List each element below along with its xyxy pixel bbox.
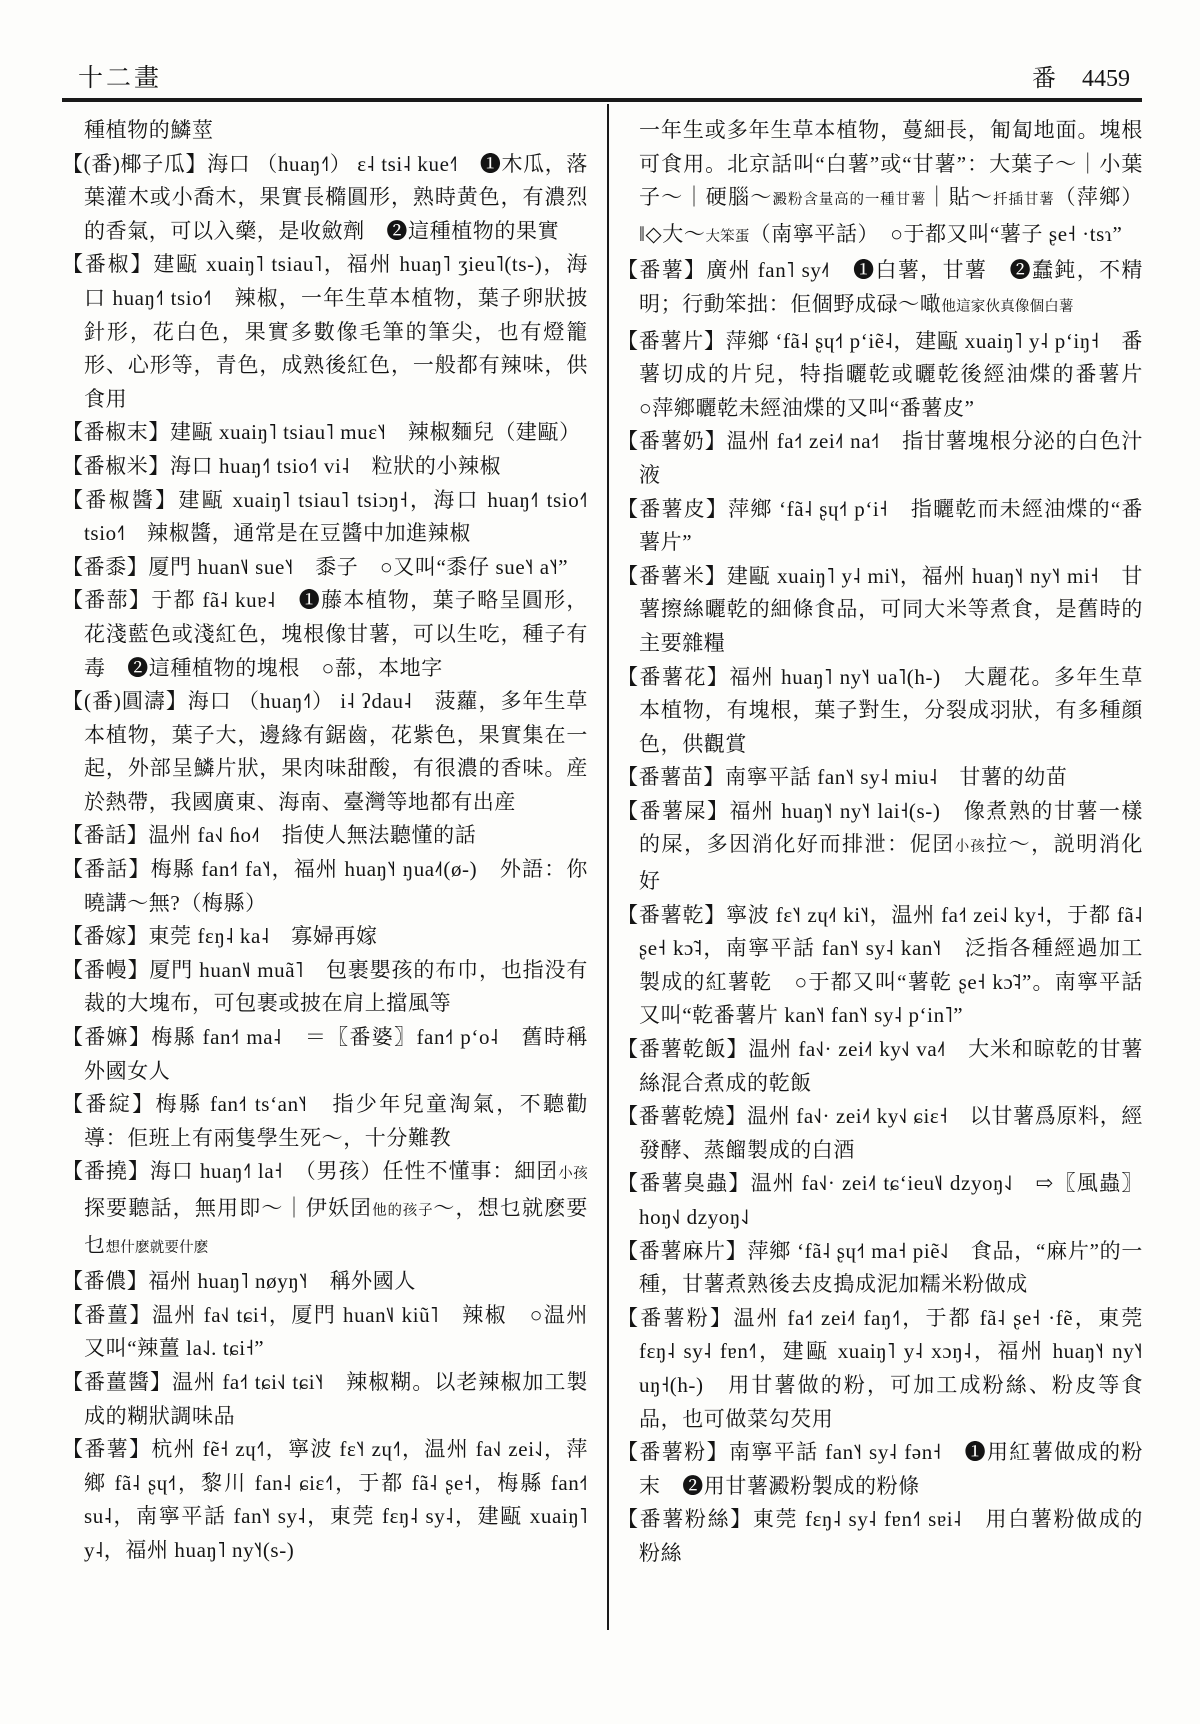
entry-text: 【番薯乾飯】温州 fa˧˩· zei˨˦ ky˧˩ va˨˦ 大米和晾乾的甘薯絲混合煮成的乾飯 [617, 1037, 1143, 1095]
entry-text: 【番薯乾燒】温州 fa˧˩· zei˨˦ ky˧˩ ɕiɛ˧ 以甘薯爲原料，經發酵、蒸餾製成的白酒 [617, 1104, 1143, 1162]
dictionary-entry [62, 1088, 588, 1155]
gloss-note-small: 扦插甘薯 [993, 192, 1055, 209]
entry-text: 【番薯奶】温州 fa˧˦ zei˨˦ na˧˦ 指甘薯塊根分泌的白色汁液 [617, 429, 1143, 487]
dictionary-entry [617, 899, 1143, 1033]
entry-text: 【番薯皮】萍鄉 ʻfã˨ ʂɥ˧˦ pʻi˧ 指曬乾而未經油煠的“番薯片” [617, 496, 1143, 555]
dictionary-entry [62, 148, 588, 249]
dictionary-entry [62, 248, 588, 416]
gloss-note-small: 想什麽就要什麽 [105, 1239, 209, 1256]
entry-text: 【番薯】杭州 fẽ˧ zɥ˧˥，寧波 fɛ˥˧ zɥ˧˥，温州 fa˧˩ zei˨˩，萍鄉 fã˨ ʂɥ˧˦，黎川 fan˨ ɕiɛ˧˥，于都 fã˨ ʂe˧，梅縣 fan˧˦ su˨，南寧平話 fan˥˧ sy˨，東莞 fɛŋ˨ sy˨，建甌 xuaiŋ˥ y˨，福州 huaŋ˥ ny˥˧(s-) [62, 1437, 588, 1562]
dictionary-entry [62, 416, 588, 450]
entry-text: 【(番)椰子瓜】海口 （huaŋ˧˥） ɛ˨ tsi˨ kue˧˥ ❶木瓜，落葉灌木或小喬木，果實長橢圓形，熟時黄色，有濃烈的香氣，可以入藥，是收斂劑 ❷這種植物的果實 [62, 151, 588, 243]
dictionary-entry [617, 254, 1143, 324]
entry-text: 【番薯粉】南寧平話 fan˥˧ sy˨ fən˧ ❶用紅薯做成的粉末 ❷用甘薯澱粉製成的粉條 [617, 1440, 1143, 1498]
dictionary-entry [617, 325, 1165, 426]
dictionary-entry [617, 560, 1143, 661]
entry-text: 【番薯粉絲】東莞 fɛŋ˨ sy˨ fɐn˧˥ sɐi˨ 用白薯粉做成的粉絲 [617, 1507, 1143, 1565]
entry-text: 【番薯片】萍鄉 ʻfã˨ ʂɥ˧˦ pʻiẽ˨，建甌 xuaiŋ˥ y˨ pʻiŋ˧ 番薯切成的片兒，特指曬乾或曬乾後經油煠的番薯片 ○萍鄉曬乾未經油煠的又叫“番薯皮” [617, 328, 1165, 420]
left-column [62, 114, 588, 1568]
header-rule [62, 98, 1142, 102]
gloss-note-small: 澱粉含量高的一種甘薯 [772, 192, 927, 209]
entry-text: 【番薯苗】南寧平話 fan˥˧ sy˨ miu˨ 甘薯的幼苗 [617, 765, 1068, 790]
entry-text: 【番蔀】于都 fã˨ kuɐ˨ ❶藤本植物，葉子略呈圓形，花淺藍色或淺紅色，塊根像甘薯，可以生吃，種子有毒 ❷這種植物的塊根 ○蔀，本地字 [62, 588, 588, 680]
entry-text: （南寧平話） ○于都又叫“薯子 ʂe˧ ·tsɿ” [749, 221, 1123, 246]
dictionary-entry [617, 425, 1143, 492]
dictionary-entry [62, 819, 588, 853]
dictionary-entry [617, 1503, 1143, 1570]
entry-text: 【番薑】温州 fa˧˩ tɕi˧，厦門 huan˥˩ kiũ˥ 辣椒 ○温州又叫“辣薑 la˨˩. tɕi˧” [62, 1302, 588, 1361]
gloss-note-small: 大笨蛋 [705, 228, 750, 245]
gloss-note-small: 小孩 [558, 1166, 588, 1183]
dictionary-entry [617, 761, 1143, 795]
dictionary-entry [62, 920, 588, 954]
dictionary-entry [617, 114, 1143, 254]
entry-text: 【番幔】厦門 huan˥˩ muã˥ 包裹嬰孩的布巾，也指没有裁的大塊布，可包裹或披在肩上擋風等 [62, 957, 588, 1016]
dictionary-entry [62, 1021, 588, 1088]
header-right [1032, 58, 1130, 93]
dictionary-entry [617, 1235, 1143, 1302]
entry-text: 【番話】梅縣 fan˧˦ fa˥˧，福州 huaŋ˥˧ ŋua˨˦(ø-) 外語：你曉講～無?（梅縣） [62, 857, 588, 915]
dictionary-entry [62, 551, 588, 585]
entry-text: 【番嫁】東莞 fɛŋ˨ ka˨ 寡婦再嫁 [62, 924, 378, 949]
entry-text: ｜貼～ [926, 185, 994, 210]
header-entry-char: 番 [1032, 66, 1056, 92]
dictionary-entry [617, 1100, 1143, 1167]
dictionary-entry [62, 1299, 588, 1366]
entry-text: 【番綻】梅縣 fan˧˦ tsʻan˥˧ 指少年兒童淘氣，不聽勸導：佢班上有兩隻學生死～，十分難教 [62, 1092, 588, 1150]
dictionary-entry [62, 853, 588, 920]
entry-text: 探要聽話，無用即～｜伊妖囝 [84, 1196, 373, 1220]
entry-text: 【番椒】建甌 xuaiŋ˥ tsiau˥，福州 huaŋ˥ ʒieu˥(ts-)，海口 huaŋ˧˥ tsio˧˥ 辣椒，一年生草本植物，葉子卵狀披針形，花白色，果實多數像毛筆的筆尖，也有燈籠形、心形等，青色，成熟後紅色，一般都有辣味，供食用 [62, 252, 588, 411]
entry-text: 種植物的鱗莖 [84, 118, 214, 142]
header-page-number: 4459 [1082, 66, 1130, 92]
gloss-note-small: 他這家伙真像個白薯 [941, 298, 1074, 315]
dictionary-entry [62, 1433, 588, 1567]
dictionary-entry [617, 1167, 1143, 1234]
header-section-label: 十二畫 [78, 65, 163, 92]
dictionary-entry [617, 1436, 1143, 1503]
entry-text: （萍鄉）‖◇大～ [639, 185, 1143, 246]
entry-text: 【番薑醬】温州 fa˧˦ tɕi˧˩ tɕi˥˧ 辣椒糊。以老辣椒加工製成的糊狀調味品 [62, 1369, 588, 1428]
entry-text: 【番椒末】建甌 xuaiŋ˥ tsiau˥ muɛ˥˧ 辣椒麵兒（建甌） [62, 420, 581, 445]
entry-text: 【番薯米】建甌 xuaiŋ˥ y˨ mi˥˧，福州 huaŋ˥˧ ny˥˧ mi˧ 甘薯擦絲曬乾的細條食品，可同大米等煮食，是舊時的主要雜糧 [617, 563, 1143, 655]
entry-text: 【番撓】海口 huaŋ˧˥ la˧ （男孩）任性不懂事：細囝 [62, 1159, 559, 1184]
entry-text: 【番話】温州 fa˧˩ ɦo˨˦ 指使人無法聽懂的話 [62, 823, 477, 848]
dictionary-entry [62, 1265, 588, 1299]
entry-text: 【(番)圓濤】海口 （huaŋ˧˥） i˨ ʔdau˨ 菠蘿，多年生草本植物，葉子大，邊緣有鋸齒，花紫色，果實集在一起，外部呈鱗片狀，果肉味甜酸，有很濃的香味。産於熱帶，我國廣東、海南、臺灣等地都有出産 [62, 689, 588, 814]
dictionary-entry [617, 1302, 1143, 1436]
entry-text: 【番薯粉】温州 fa˧˦ zei˨˦ faŋ˧˥，于都 fã˨ ʂe˧ ·fẽ，東莞 fɛŋ˨ sy˨ fɐn˧˥，建甌 xuaiŋ˥ y˨ xɔŋ˨，福州 huaŋ˥˧ ny˥˧ uŋ˧(h-) 用甘薯做的粉，可加工成粉絲、粉皮等食品，也可做菜勾芡用 [617, 1305, 1143, 1431]
entry-text: 【番薯臭蟲】温州 fa˧˩· zei˨˦ tɕʻieu˥˩ dzyoŋ˨˩ ⇨〖風蟲〗hoŋ˧˩ dzyoŋ˨˩ [617, 1171, 1143, 1229]
dictionary-entry [62, 1366, 588, 1433]
right-column [617, 114, 1165, 1571]
entry-text: 【番黍】厦門 huan˥˩ sue˥˧ 黍子 ○又叫“黍仔 sue˥˧ a˥˧” [62, 554, 569, 579]
dictionary-entry [62, 114, 588, 148]
gloss-note-small: 他的孩子 [372, 1203, 434, 1219]
entry-text: 【番椒醬】建甌 xuaiŋ˥ tsiau˥ tsiɔŋ˧，海口 huaŋ˧˥ tsio˧˥ tsio˧˥ 辣椒醬，通常是在豆醬中加進辣椒 [62, 487, 588, 546]
entry-text: 【番薯乾】寧波 fɛ˥˧ zɥ˨˦ ki˥˧，温州 fa˧˦ zei˨˩ ky˧，于都 fã˨ ʂe˧ kɔ̃˨，南寧平話 fan˥˧ sy˨ kan˥˧ 泛指各種經過加工製成的紅薯乾 ○于都又叫“薯乾 ʂe˧ kɔ̃˨”。南寧平話又叫“乾番薯片 kan˥˧ fan˥˧ sy˨ pʻin˥” [617, 902, 1143, 1028]
entry-text: 【番嫲】梅縣 fan˧˦ ma˨ ＝〖番婆〗fan˧˦ pʻo˨ 舊時稱外國女人 [62, 1025, 588, 1083]
entry-text: 【番薯花】福州 huaŋ˥ ny˥˧ ua˥(h-) 大麗花。多年生草本植物，有塊根，葉子對生，分裂成羽狀，有多種顔色，供觀賞 [617, 664, 1143, 756]
dictionary-entry [62, 484, 588, 551]
dictionary-entry [617, 493, 1143, 560]
dictionary-entry [62, 1155, 588, 1265]
entry-text: 【番椒米】海口 huaŋ˧˥ tsio˧˥ vi˨ 粒狀的小辣椒 [62, 453, 502, 478]
dictionary-entry [62, 685, 588, 819]
dictionary-entry [62, 450, 588, 484]
entry-text: 【番薯】廣州 fan˥ sy˨˦ ❶白薯，甘薯 ❷蠢鈍，不精明；行動笨拙：佢個野成碌～噉 [617, 258, 1143, 316]
entry-text: 【番薯屎】福州 huaŋ˥˧ ny˥˧ lai˧(s-) 像煮熟的甘薯一樣的屎，多因消化好而排泄：伲囝 [617, 798, 1143, 857]
entry-text: 拉～，説明消化好 [639, 832, 1144, 894]
dictionary-entry [617, 795, 1143, 899]
entry-text: 【番薯麻片】萍鄉 ʻfã˨ ʂɥ˧˦ ma˧ piẽ˨˩ 食品，“麻片”的一種，甘薯煮熟後去皮搗成泥加糯米粉做成 [617, 1238, 1143, 1297]
entry-text: 【番儂】福州 huaŋ˥ nøyŋ˥˧ 稱外國人 [62, 1269, 416, 1294]
entry-text: ～，想乜就麽要乜 [84, 1196, 588, 1257]
dictionary-entry [617, 1033, 1143, 1100]
dictionary-entry [62, 954, 588, 1021]
column-divider [607, 104, 609, 1630]
dictionary-entry [62, 584, 588, 685]
gloss-note-small: 小孩 [954, 839, 987, 856]
entry-text: 一年生或多年生草本植物，蔓細長，匍匐地面。塊根可食用。北京話叫“白薯”或“甘薯”：大葉子～｜小葉子～｜硬腦～ [639, 118, 1143, 210]
dictionary-entry [617, 661, 1143, 762]
